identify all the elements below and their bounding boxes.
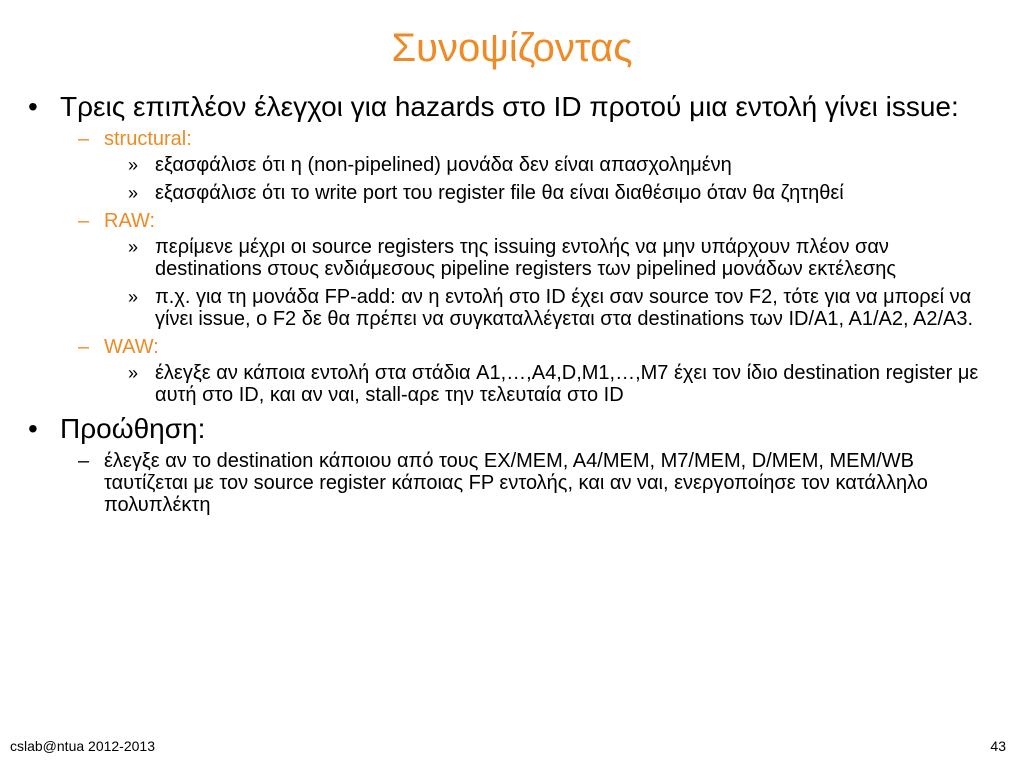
detail-text: εξασφάλισε ότι η (non-pipelined) μονάδα δεν είναι απασχολημένη bbox=[155, 154, 732, 176]
sub-heading-text: RAW: bbox=[104, 210, 156, 232]
dash-icon: – bbox=[78, 128, 90, 150]
sub-heading-text: WAW: bbox=[104, 336, 159, 358]
chevron-right-icon: » bbox=[128, 155, 139, 175]
detail-item bbox=[0, 236, 1024, 280]
slide-title: Συνοψίζοντας bbox=[391, 26, 633, 70]
chevron-right-icon: » bbox=[128, 287, 139, 307]
detail-item bbox=[0, 182, 1024, 204]
sub-heading-waw bbox=[0, 336, 1024, 358]
bullet-point bbox=[0, 92, 1024, 122]
dash-icon: – bbox=[78, 450, 90, 472]
bullet-text: Προώθηση: bbox=[60, 413, 206, 444]
slide-content bbox=[0, 92, 1024, 520]
chevron-right-icon: » bbox=[128, 237, 139, 257]
bullet-text: Τρεις επιπλέον έλεγχοι για hazards στο ID προτού μια εντολή γίνει issue: bbox=[60, 91, 959, 122]
footer-credit: cslab@ntua 2012-2013 bbox=[10, 738, 155, 754]
chevron-right-icon: » bbox=[128, 363, 139, 383]
sub-heading-raw bbox=[0, 210, 1024, 232]
sub-item-forwarding bbox=[0, 450, 1024, 516]
detail-item bbox=[0, 286, 1024, 330]
detail-text: π.χ. για τη μονάδα FP-add: αν η εντολή στο ID έχει σαν source τον F2, τότε για να μπορεί να γίνει issue, ο F2 δε θα πρέπει να συγκαταλλέγεται στα destinations των ID/A1, A1/A2, A2/A3. bbox=[155, 286, 974, 330]
dash-icon: – bbox=[78, 336, 90, 358]
detail-text: έλεγξε αν κάποια εντολή στα στάδια A1,…,A4,D,M1,…,M7 έχει τον ίδιο destination register με αυτή στο ID, και αν ναι, stall-αρε την τελευταία στο ID bbox=[155, 362, 979, 406]
chevron-right-icon: » bbox=[128, 183, 139, 203]
sub-heading-text: structural: bbox=[104, 128, 192, 150]
bullet-icon: • bbox=[28, 413, 38, 444]
detail-text: εξασφάλισε ότι το write port του register file θα είναι διαθέσιμο όταν θα ζητηθεί bbox=[155, 182, 844, 204]
bullet-icon: • bbox=[28, 91, 38, 122]
detail-item bbox=[0, 154, 1024, 176]
page-number: 43 bbox=[990, 738, 1006, 754]
detail-item bbox=[0, 362, 1024, 406]
detail-text: περίμενε μέχρι οι source registers της issuing εντολής να μην υπάρχουν πλέον σαν destinations στους ενδιάμεσους pipeline registers των pipelined μονάδων εκτέλεσης bbox=[155, 236, 897, 280]
sub-heading-structural bbox=[0, 128, 1024, 150]
sub-item-text: έλεγξε αν το destination κάποιου από τους EX/MEM, A4/MEM, M7/MEM, D/MEM, MEM/WB ταυτίζεται με τον source register κάποιας FP εντολής, και αν ναι, ενεργοποίησε τον κατάλληλο πολυπλέκτη bbox=[104, 450, 928, 516]
dash-icon: – bbox=[78, 210, 90, 232]
bullet-point bbox=[0, 414, 1024, 444]
